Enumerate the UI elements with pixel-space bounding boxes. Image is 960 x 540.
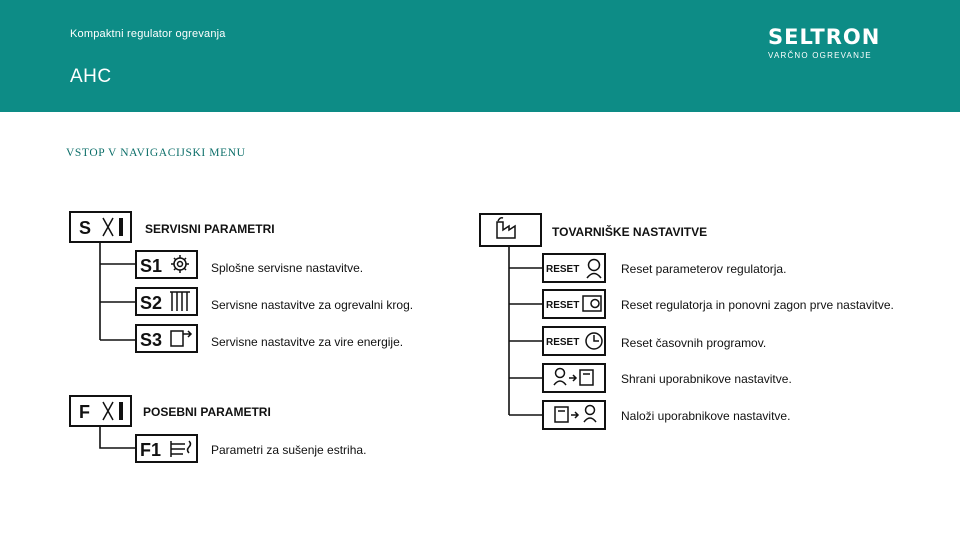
service-code: S (79, 218, 92, 238)
section-title: VSTOP V NAVIGACIJSKI MENU (66, 147, 246, 159)
logo-name: SELTRON (768, 25, 881, 49)
reset-code: RESET (546, 337, 580, 348)
factory-label: TOVARNIŠKE NASTAVITVE (552, 225, 708, 239)
save-user-settings-label: Shrani uporabnikove nastavitve. (621, 372, 792, 386)
service-parameters-group (70, 212, 413, 352)
reset-controller-label: Reset regulatorja in ponovni zagon prve nastavitve. (621, 298, 894, 312)
reset-code: RESET (546, 264, 580, 275)
logo-tagline: VARČNO OGREVANJE (768, 51, 872, 60)
special-code: F (79, 402, 90, 422)
s1-label: Splošne servisne nastavitve. (211, 261, 364, 275)
reset-code: RESET (546, 300, 580, 311)
f1-label: Parametri za sušenje estriha. (211, 443, 367, 457)
load-user-settings-label: Naloži uporabnikove nastavitve. (621, 409, 791, 423)
s3-code: S3 (140, 330, 163, 350)
s2-code: S2 (140, 293, 163, 313)
f1-code: F1 (140, 440, 162, 460)
reset-parameters-label: Reset parameterov regulatorja. (621, 262, 787, 276)
s2-label: Servisne nastavitve za ogrevalni krog. (211, 298, 414, 312)
s1-code: S1 (140, 256, 163, 276)
reset-time-programs-label: Reset časovnih programov. (621, 336, 767, 350)
header-subtitle: Kompaktni regulator ogrevanja (70, 28, 226, 40)
special-label: POSEBNI PARAMETRI (143, 405, 271, 419)
special-parameters-group (70, 396, 366, 462)
s3-label: Servisne nastavitve za vire energije. (211, 335, 404, 349)
page-title: AHC (70, 66, 112, 87)
factory-settings-group (480, 214, 894, 429)
service-label: SERVISNI PARAMETRI (145, 222, 275, 236)
factory-menu-button[interactable] (480, 214, 541, 246)
